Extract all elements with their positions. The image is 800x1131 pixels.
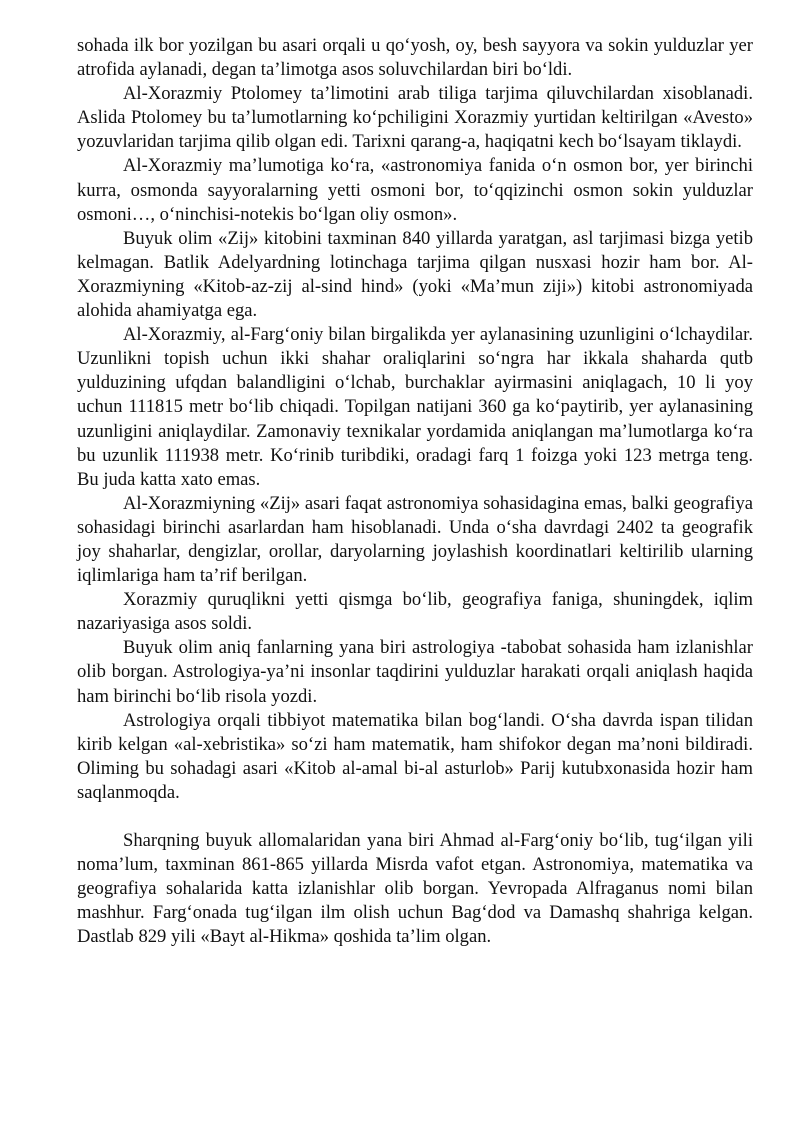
paragraph-ten-heavens: Al-Xorazmiy ma’lumotiga ko‘ra, «astronomiya fanida o‘n osmon bor, yer birinchi kurra, osmonda sayyoralarning yetti osmoni bor, to‘qqizinchi osmon sokin yulduzlar osmoni…, o‘ninchisi-notekis bo‘lgan oliy osmon». — [77, 155, 753, 225]
paragraph-astrology: Buyuk olim aniq fanlarning yana biri astrologiya -tabobat sohasida ham izlanishlar olib borgan. Astrologiya-ya’ni insonlar taqdirini yulduzlar harakati orqali aniqlash haqida ham birinchi bo‘lib risola yozdi. — [77, 637, 753, 707]
paragraph-earth-circumference: Al-Xorazmiy, al-Farg‘oniy bilan birgalikda yer aylanasining uzunligini o‘lchaydilar. Uzunlikni topish uchun ikki shahar oraliqlarini so‘ngra har ikkala shaharda qutb yulduzining ufqdan balandligini o‘lchab, burchaklar ayirmasini aniqlagach, 10 li yoy uchun 111815 metr bo‘lib chiqadi. Topilgan natijani 360 ga ko‘paytirib, yer aylanasining uzunligini aniqlaydilar. Zamonaviy texnikalar yordamida aniqlangan ma’lumotlarga ko‘ra bu uzunlik 111938 metr. Ko‘rinib turibdiki, oradagi farq 1 foizga yoki 123 metrga teng. Bu juda katta xato emas. — [77, 324, 753, 490]
paragraph-seven-climates: Xorazmiy quruqlikni yetti qismga bo‘lib, geografiya faniga, shuningdek, iqlim nazariyasiga asos soldi. — [77, 589, 753, 635]
paragraph-continuation: sohada ilk bor yozilgan bu asari orqali u qo‘yosh, oy, besh sayyora va sokin yulduzlar yer atrofida aylanadi, degan ta’limotga asos soluvchilardan biri bo‘ldi. — [77, 35, 753, 81]
paragraph-zij-book: Buyuk olim «Zij» kitobini taxminan 840 yillarda yaratgan, asl tarjimasi bizga yetib kelmagan. Batlik Adelyardning lotinchaga tarjima qilgan nusxasi hozir ham bor. Al-Xorazmiyning «Kitob-az-zij al-sind hind» (yoki «Ma’mun ziji») kitobi astronomiyada alohida ahamiyatga ega. — [77, 227, 753, 322]
paragraph-medicine-mathematics: Astrologiya orqali tibbiyot matematika bilan bog‘landi. O‘sha davrda ispan tilidan kirib kelgan «al-xebristika» so‘zi ham matematik, ham shifokor degan ma’noni bildiradi. Oliming bu sohadagi asari «Kitob al-amal bi-al asturlob» Parij kutubxonasida hozir ham saqlanmoqda. — [77, 709, 753, 803]
document-page — [77, 34, 753, 949]
paragraph-ptolemy-translation: Al-Xorazmiy Ptolomey ta’limotini arab tiliga tarjima qiluvchilardan xisoblanadi. Aslida Ptolomey bu ta’lumotlarning ko‘pchiligini Xorazmiy yurtidan keltirilgan «Avesto» yozuvlaridan tarjima qilib olgan edi. Tarixni qarang-a, haqiqatni kech bo‘lsayam tiklaydi. — [77, 83, 753, 153]
paragraph-al-fargani: Sharqning buyuk allomalaridan yana biri Ahmad al-Farg‘oniy bo‘lib, tug‘ilgan yili noma’lum, taxminan 861-865 yillarda Misrda vafot etgan. Astronomiya, matematika va geografiya sohalarida katta izlanishlar olib borgan. Yevropada Alfraganus nomi bilan mashhur. Farg‘onada tug‘ilgan ilm olish uchun Bag‘dod va Damashq shahriga kelgan. Dastlab 829 yili «Bayt al-Hikma» qoshida ta’lim olgan. — [77, 830, 753, 948]
paragraph-zij-geography: Al-Xorazmiyning «Zij» asari faqat astronomiya sohasidagina emas, balki geografiya sohasidagi birinchi asarlardan ham hisoblanadi. Unda o‘sha davrdagi 2402 ta geografik joy shaharlar, dengizlar, orollar, daryolarning joylashish koordinatlari keltirilib ularning iqlimlariga ham ta’rif berilgan. — [77, 492, 753, 587]
